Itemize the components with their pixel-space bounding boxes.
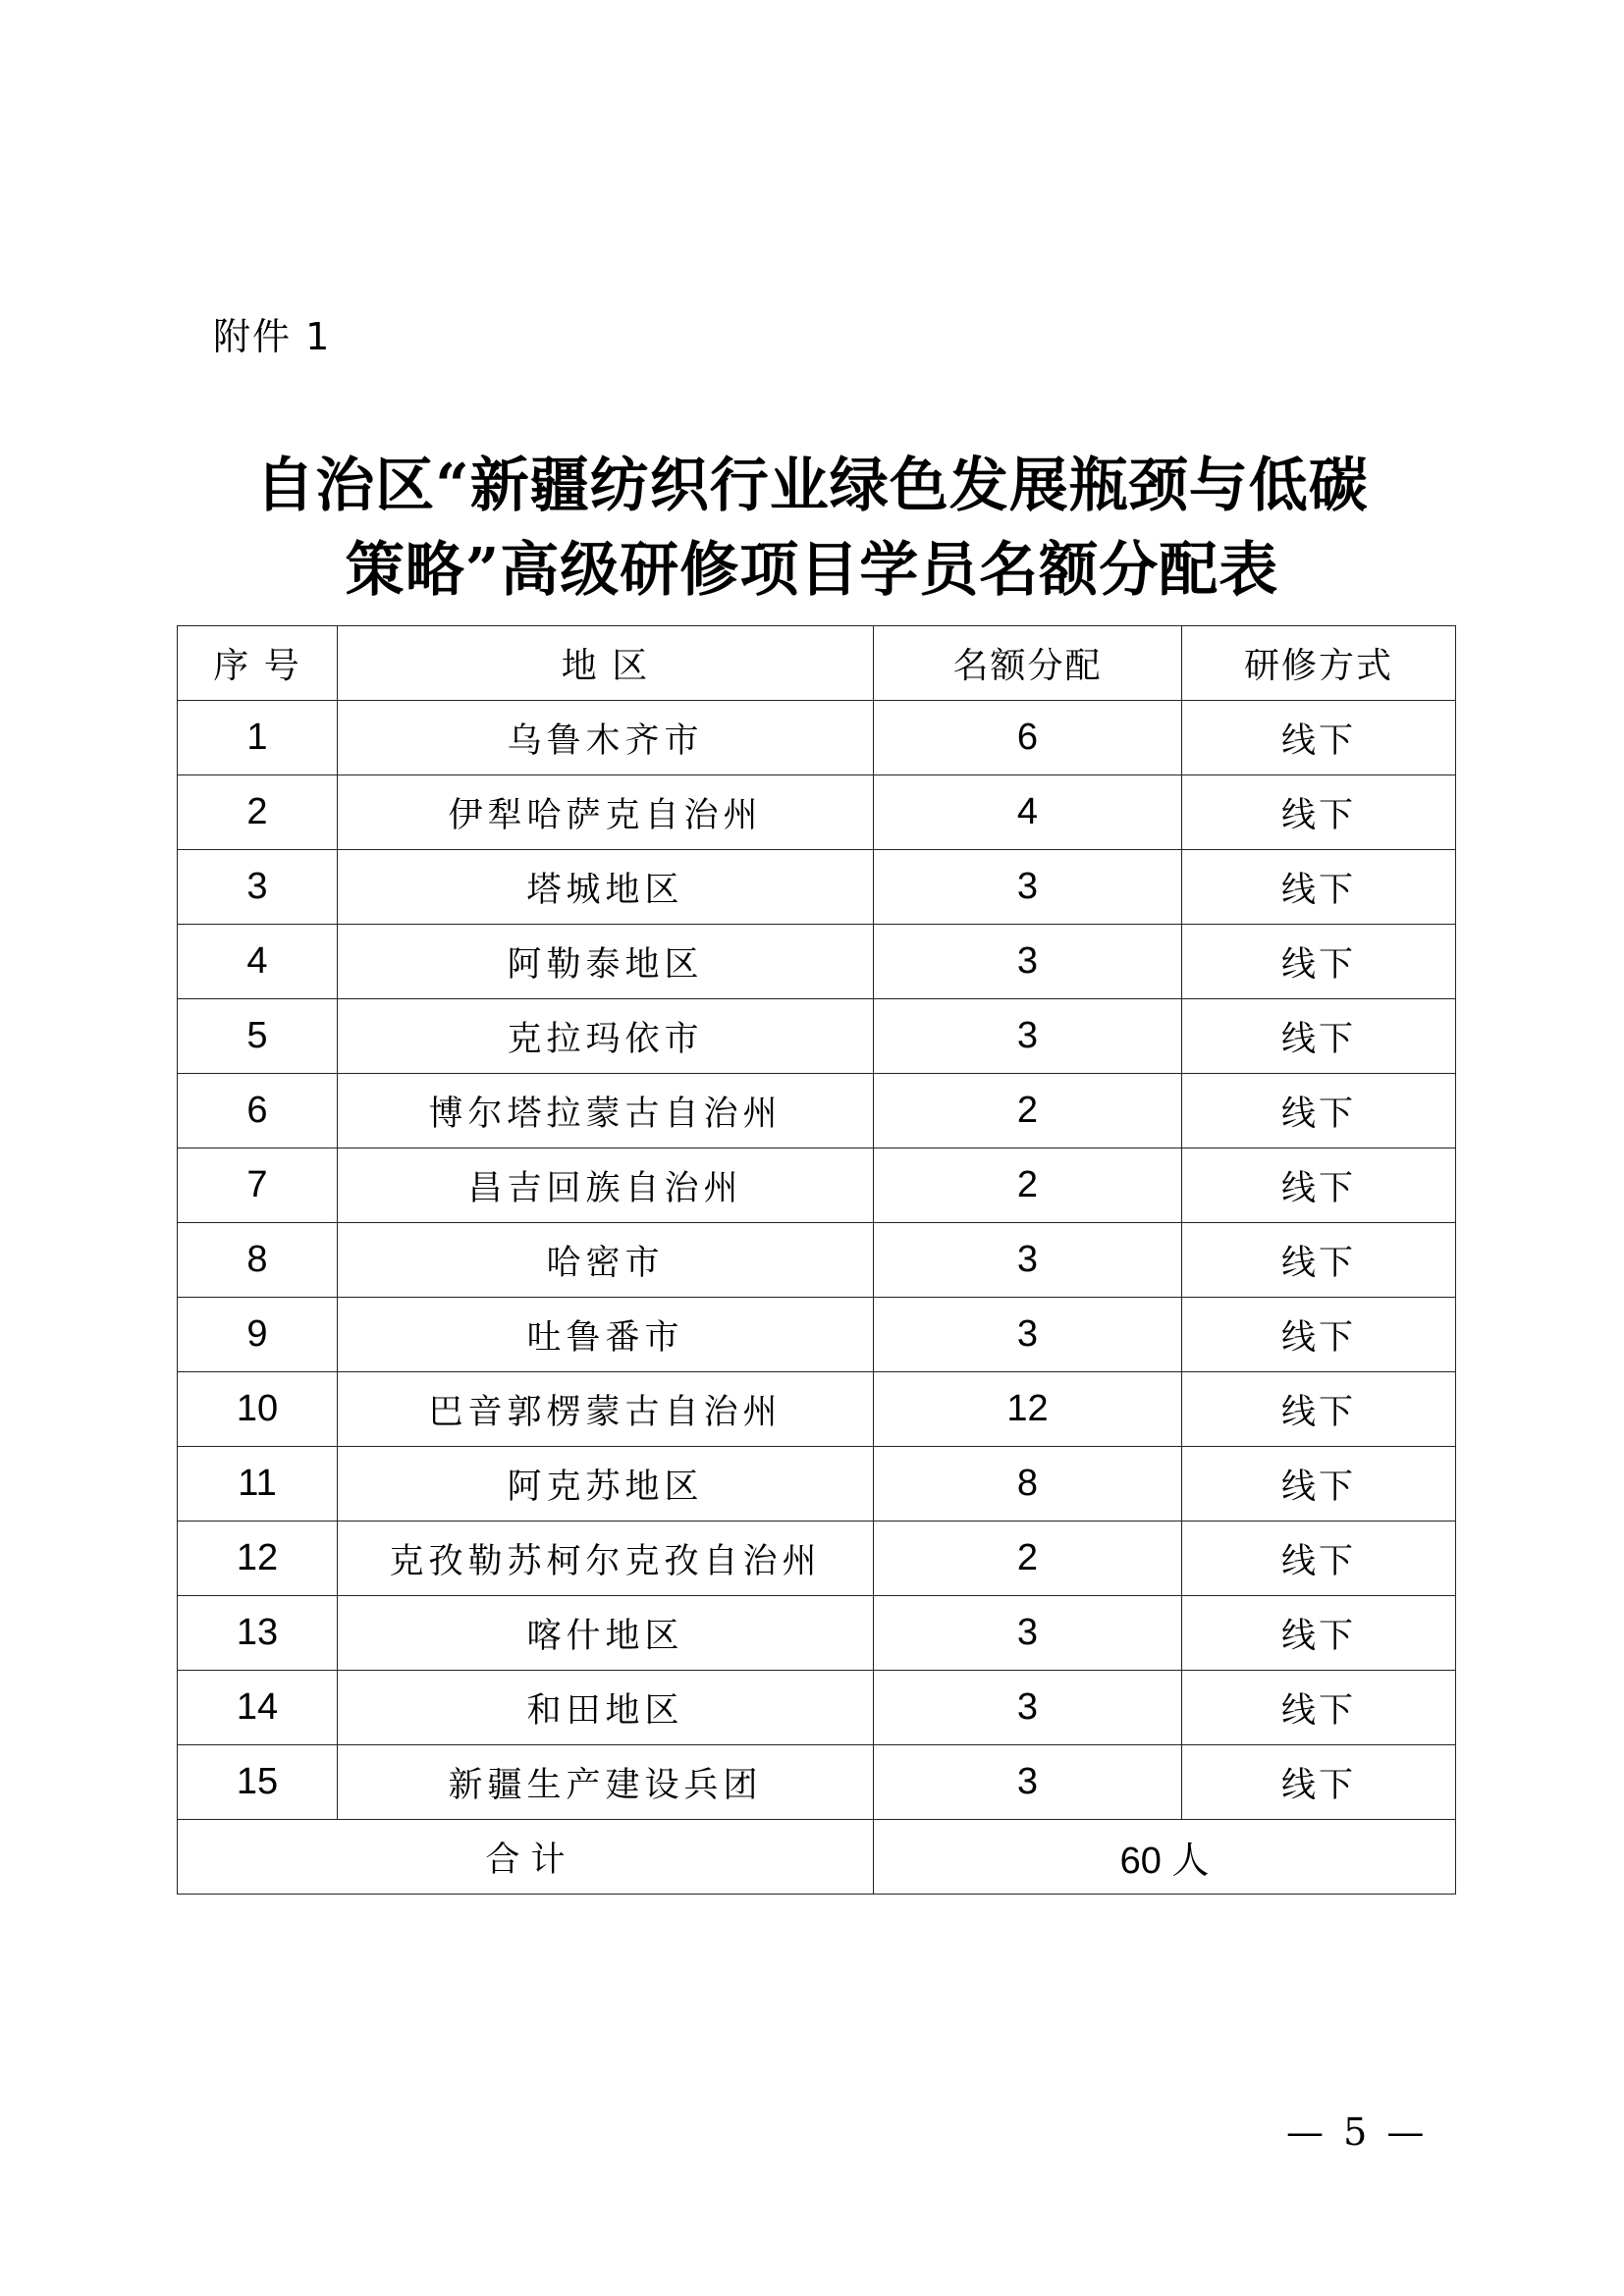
header-quota: 名额分配 — [874, 626, 1182, 701]
cell-mode: 线下 — [1182, 1148, 1456, 1223]
cell-index: 4 — [178, 925, 338, 999]
cell-mode: 线下 — [1182, 1671, 1456, 1745]
cell-index: 3 — [178, 850, 338, 925]
cell-region: 昌吉回族自治州 — [338, 1148, 874, 1223]
table-row — [178, 925, 1456, 999]
cell-index: 9 — [178, 1298, 338, 1372]
total-value: 60 人 — [874, 1820, 1456, 1895]
header-region: 地 区 — [338, 626, 874, 701]
cell-quota: 3 — [874, 999, 1182, 1074]
table-row — [178, 1074, 1456, 1148]
cell-quota: 3 — [874, 1223, 1182, 1298]
table-row — [178, 1671, 1456, 1745]
cell-region: 哈密市 — [338, 1223, 874, 1298]
cell-region: 吐鲁番市 — [338, 1298, 874, 1372]
table-row — [178, 1447, 1456, 1522]
header-mode: 研修方式 — [1182, 626, 1456, 701]
cell-mode: 线下 — [1182, 1372, 1456, 1447]
cell-region: 伊犁哈萨克自治州 — [338, 775, 874, 850]
cell-region: 新疆生产建设兵团 — [338, 1745, 874, 1820]
cell-mode: 线下 — [1182, 1447, 1456, 1522]
cell-quota: 3 — [874, 1745, 1182, 1820]
cell-mode: 线下 — [1182, 1298, 1456, 1372]
attachment-label: 附件 1 — [213, 315, 332, 358]
cell-mode: 线下 — [1182, 925, 1456, 999]
cell-index: 12 — [178, 1522, 338, 1596]
quota-allocation-table — [177, 625, 1456, 1895]
cell-mode: 线下 — [1182, 1596, 1456, 1671]
cell-quota: 3 — [874, 1298, 1182, 1372]
cell-index: 13 — [178, 1596, 338, 1671]
cell-mode: 线下 — [1182, 1745, 1456, 1820]
table-row — [178, 999, 1456, 1074]
table-row — [178, 775, 1456, 850]
cell-quota: 2 — [874, 1522, 1182, 1596]
cell-region: 阿勒泰地区 — [338, 925, 874, 999]
cell-region: 和田地区 — [338, 1671, 874, 1745]
cell-index: 6 — [178, 1074, 338, 1148]
cell-mode: 线下 — [1182, 701, 1456, 775]
table-row — [178, 1522, 1456, 1596]
cell-index: 8 — [178, 1223, 338, 1298]
cell-quota: 4 — [874, 775, 1182, 850]
cell-quota: 8 — [874, 1447, 1182, 1522]
cell-region: 乌鲁木齐市 — [338, 701, 874, 775]
table-row — [178, 1298, 1456, 1372]
cell-mode: 线下 — [1182, 999, 1456, 1074]
cell-mode: 线下 — [1182, 1522, 1456, 1596]
table-row — [178, 1372, 1456, 1447]
cell-index: 2 — [178, 775, 338, 850]
cell-quota: 3 — [874, 1596, 1182, 1671]
cell-mode: 线下 — [1182, 1223, 1456, 1298]
document-title — [0, 444, 1624, 613]
cell-index: 10 — [178, 1372, 338, 1447]
cell-quota: 6 — [874, 701, 1182, 775]
cell-region: 阿克苏地区 — [338, 1447, 874, 1522]
cell-index: 15 — [178, 1745, 338, 1820]
cell-region: 喀什地区 — [338, 1596, 874, 1671]
table-row — [178, 1148, 1456, 1223]
cell-mode: 线下 — [1182, 850, 1456, 925]
table-body — [178, 701, 1456, 1820]
cell-quota: 3 — [874, 925, 1182, 999]
header-index: 序 号 — [178, 626, 338, 701]
cell-mode: 线下 — [1182, 775, 1456, 850]
table-header-row — [178, 626, 1456, 701]
cell-mode: 线下 — [1182, 1074, 1456, 1148]
cell-quota: 12 — [874, 1372, 1182, 1447]
table-row — [178, 1745, 1456, 1820]
cell-region: 巴音郭楞蒙古自治州 — [338, 1372, 874, 1447]
page-number: — 5 — — [1286, 2110, 1429, 2154]
cell-quota: 2 — [874, 1148, 1182, 1223]
table-row — [178, 701, 1456, 775]
cell-index: 1 — [178, 701, 338, 775]
total-label: 合 计 — [178, 1820, 874, 1895]
cell-quota: 3 — [874, 1671, 1182, 1745]
table-row — [178, 1596, 1456, 1671]
table-row — [178, 850, 1456, 925]
title-line-1: 自治区“新疆纺织行业绿色发展瓶颈与低碳 — [255, 452, 1369, 520]
cell-region: 克拉玛依市 — [338, 999, 874, 1074]
cell-region: 克孜勒苏柯尔克孜自治州 — [338, 1522, 874, 1596]
cell-index: 7 — [178, 1148, 338, 1223]
table-row — [178, 1223, 1456, 1298]
cell-index: 5 — [178, 999, 338, 1074]
cell-index: 11 — [178, 1447, 338, 1522]
title-line-2: 策略”高级研修项目学员名额分配表 — [345, 536, 1279, 605]
cell-index: 14 — [178, 1671, 338, 1745]
cell-quota: 3 — [874, 850, 1182, 925]
total-row — [178, 1820, 1456, 1895]
cell-quota: 2 — [874, 1074, 1182, 1148]
cell-region: 博尔塔拉蒙古自治州 — [338, 1074, 874, 1148]
cell-region: 塔城地区 — [338, 850, 874, 925]
